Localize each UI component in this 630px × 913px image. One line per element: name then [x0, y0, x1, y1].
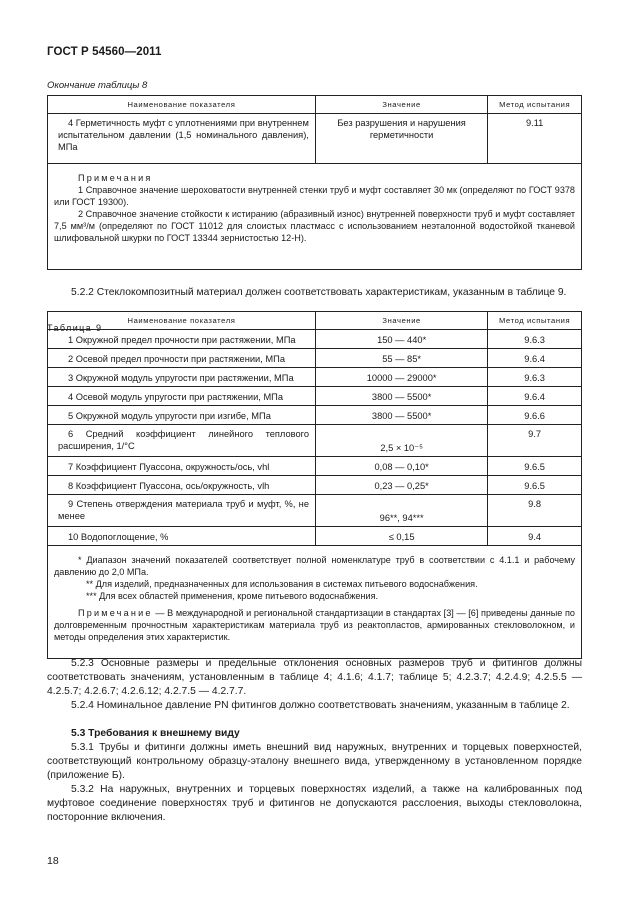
table-row [48, 387, 582, 406]
table-8 [47, 95, 582, 270]
section-heading-5-3: 5.3 Требования к внешнему виду [71, 728, 240, 739]
table-9 [47, 311, 582, 659]
paragraph-5-2-2: 5.2.2 Стеклокомпозитный материал должен соответствовать характеристикам, указанным в таблице 9. [71, 287, 567, 298]
table9-row-method: 9.6.3 [488, 330, 582, 349]
table9-footnote-2: ** Для изделий, предназначенных для использования в системах питьевого водоснабжения. [86, 579, 478, 589]
table9-row-value: 2,5 × 10⁻⁵ [316, 425, 488, 457]
table9-note-label: Примечание [78, 608, 153, 618]
table9-row-name: 8 Коэффициент Пуассона, ось/окружность, vlh [48, 476, 316, 495]
table-row [48, 330, 582, 349]
table9-row-name: 2 Осевой предел прочности при растяжении, МПа [48, 349, 316, 368]
table-row [48, 425, 582, 457]
table-row [48, 457, 582, 476]
table9-row-value: 55 — 85* [316, 349, 488, 368]
table9-note-text: — В международной и региональной стандартизации в стандартах [3] — [6] приведены данные по долговременным прочностным характеристикам материала труб из реактопластов, армированных стекловолокном, и методы определения этих характеристик. [54, 608, 575, 642]
table-row [48, 495, 582, 527]
table9-row-value: 96**, 94*** [316, 495, 488, 527]
table-row [48, 527, 582, 546]
table9-col-method: Метод испытания [488, 312, 582, 330]
table9-row-method: 9.8 [488, 495, 582, 527]
table9-row-value: ≤ 0,15 [316, 527, 488, 546]
table9-row-name: 7 Коэффициент Пуассона, окружность/ось, vhl [48, 457, 316, 476]
table8-row-name: 4 Герметичность муфт с уплотнениями при внутреннем испытательном давлении (1,5 номинального давления), МПа [48, 114, 316, 164]
table9-row-value: 10000 — 29000* [316, 368, 488, 387]
table-row [48, 368, 582, 387]
table9-row-method: 9.6.6 [488, 406, 582, 425]
table8-col-name: Наименование показателя [48, 96, 316, 114]
table9-row-method: 9.4 [488, 527, 582, 546]
table9-row-method: 9.6.5 [488, 457, 582, 476]
table9-col-value: Значение [316, 312, 488, 330]
table8-notes [48, 164, 582, 270]
table8-notes-title: Примечания [78, 173, 153, 183]
table9-footnote-1: * Диапазон значений показателей соответствует полной номенклатуре труб в соответствии с 4.1.1 и рабочему давлению до 2,0 МПа. [54, 555, 575, 577]
paragraph-5-2-4: 5.2.4 Номинальное давление PN фитингов должно соответствовать значениям, указанным в таблице 2. [71, 700, 570, 711]
table9-row-name: 4 Осевой модуль упругости при растяжении, МПа [48, 387, 316, 406]
paragraph-5-2-3: 5.2.3 Основные размеры и предельные отклонения основных размеров труб и фитингов должны соответствовать значениям, установленным в таблице 4; 4.1.6; 4.1.7; таблице 5; 4.2.3.7; 4.2.4.9; 4.2.5.5 — 4.2.5.7; 4.2.6.7; 4.2.6.12; 4.2.7.5 — 4.2.7.7. [47, 658, 582, 697]
table8-note-1: 1 Справочное значение шероховатости внутренней стенки труб и муфт составляет 30 мк (определяют по ГОСТ 9378 или ГОСТ 19300). [54, 185, 575, 207]
table9-row-name: 5 Окружной модуль упругости при изгибе, МПа [48, 406, 316, 425]
table9-row-name: 10 Водопоглощение, % [48, 527, 316, 546]
table9-row-value: 0,23 — 0,25* [316, 476, 488, 495]
table9-row-value: 3800 — 5500* [316, 387, 488, 406]
table9-row-method: 9.6.4 [488, 387, 582, 406]
table9-col-name: Наименование показателя [48, 312, 316, 330]
table9-row-value: 3800 — 5500* [316, 406, 488, 425]
table9-row-value: 150 — 440* [316, 330, 488, 349]
table9-footnotes [48, 546, 582, 659]
table9-row-name: 3 Окружной модуль упругости при растяжении, МПа [48, 368, 316, 387]
table9-caption: Таблица 9 [47, 323, 103, 333]
table8-row-method: 9.11 [488, 114, 582, 164]
table8-col-method: Метод испытания [488, 96, 582, 114]
table8-note-2: 2 Справочное значение стойкости к истиранию (абразивный износ) внутренней поверхности труб и муфт составляет 7,5 мм³/м (определяют по ГОСТ 11012 для слоистых пластмасс с использованием неэталонной водостойкой тканевой шлифовальной шкурки по ГОСТ 13344 зернистостью 12-Н). [54, 209, 575, 243]
table8-caption: Окончание таблицы 8 [47, 80, 148, 91]
table9-row-name: 9 Степень отверждения материала труб и муфт, %, не менее [48, 495, 316, 527]
table9-row-name: 6 Средний коэффициент линейного теплового расширения, 1/°С [48, 425, 316, 457]
table9-row-name: 1 Окружной предел прочности при растяжении, МПа [48, 330, 316, 349]
table9-row-method: 9.6.5 [488, 476, 582, 495]
table-row [48, 114, 582, 164]
table9-row-method: 9.7 [488, 425, 582, 457]
table9-row-method: 9.6.4 [488, 349, 582, 368]
table-row [48, 406, 582, 425]
page-number: 18 [47, 855, 59, 867]
table-row [48, 349, 582, 368]
table8-col-value: Значение [315, 96, 487, 114]
table9-footnote-3: *** Для всех областей применения, кроме питьевого водоснабжения. [86, 591, 379, 601]
table-row [48, 476, 582, 495]
table8-row-value: Без разрушения и нарушения герметичности [315, 114, 487, 164]
table9-note [54, 607, 575, 643]
table9-row-value: 0,08 — 0,10* [316, 457, 488, 476]
paragraph-5-3-1: 5.3.1 Трубы и фитинги должны иметь внешний вид наружных, внутренних и торцевых поверхностей, соответствующий контрольному образцу-эталону внешнего вида, утвержденному в установленном порядке (приложение Б). [47, 742, 582, 781]
paragraph-5-3-2: 5.3.2 На наружных, внутренних и торцевых поверхностях изделий, а также на калиброванных под муфтовое соединение поверхностях труб и фитингов не допускаются расслоения, выходы стекловолокна, посторонние включения. [47, 784, 582, 823]
document-header: ГОСТ Р 54560—2011 [47, 46, 162, 58]
table9-row-method: 9.6.3 [488, 368, 582, 387]
